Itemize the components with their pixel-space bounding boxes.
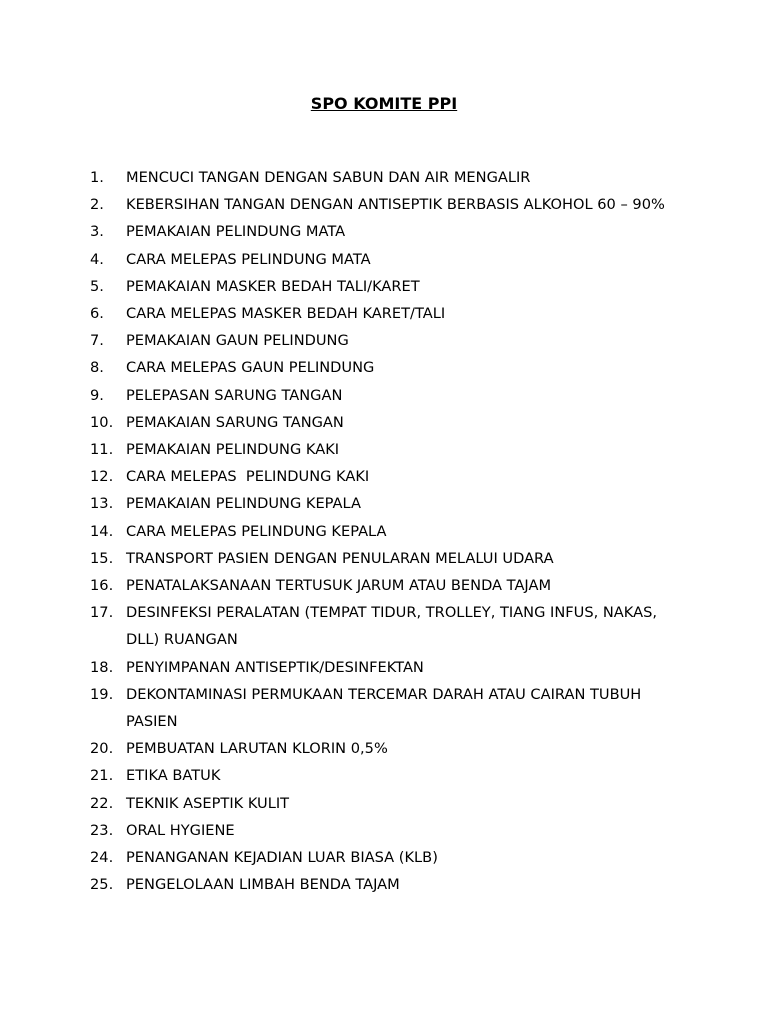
list-item-text: PEMAKAIAN MASKER BEDAH TALI/KARET: [126, 277, 420, 295]
list-item-number: 2.: [90, 196, 104, 214]
list-item-number: 19.: [90, 685, 114, 703]
list-item-number: 16.: [90, 577, 114, 595]
list-item: [90, 790, 680, 817]
list-item: [90, 300, 680, 327]
list-item-text: CARA MELEPAS GAUN PELINDUNG: [126, 359, 375, 377]
list-item-number: 8.: [90, 359, 104, 377]
list-item: [90, 327, 680, 354]
list-item-text: TEKNIK ASEPTIK KULIT: [126, 794, 290, 812]
list-item-number: 1.: [90, 169, 104, 186]
list-item-text: PENATALAKSANAAN TERTUSUK JARUM ATAU BENDA TAJAM: [126, 577, 552, 595]
list-item: [90, 191, 680, 218]
list-item-text: PEMBUATAN LARUTAN KLORIN 0,5%: [126, 740, 388, 758]
list-item-number: 24.: [90, 849, 114, 867]
list-item-number: 4.: [90, 250, 104, 268]
list-item: [90, 518, 680, 545]
list-item: [90, 599, 680, 653]
list-item-number: 25.: [90, 876, 114, 894]
list-item-number: 21.: [90, 767, 114, 785]
list-item: [90, 871, 680, 898]
list-item: [90, 463, 680, 490]
list-item: [90, 572, 680, 599]
list-item-text: PEMAKAIAN GAUN PELINDUNG: [126, 332, 349, 350]
list-item-number: 14.: [90, 522, 114, 540]
list-item-number: 10.: [90, 413, 114, 431]
list-item-number: 9.: [90, 386, 104, 404]
list-item-number: 11.: [90, 441, 114, 459]
list-item: [90, 382, 680, 409]
list-item-number: 7.: [90, 332, 104, 350]
list-item-number: 17.: [90, 604, 114, 622]
list-item-number: 12.: [90, 468, 114, 486]
spo-list: [90, 164, 680, 898]
list-item: [90, 409, 680, 436]
list-item-text: ETIKA BATUK: [126, 767, 221, 785]
list-item-text: CARA MELEPAS PELINDUNG KAKI: [126, 468, 370, 486]
list-item-text: CARA MELEPAS PELINDUNG KEPALA: [126, 522, 387, 540]
list-item: [90, 164, 680, 191]
list-item: [90, 273, 680, 300]
list-item-text: PEMAKAIAN PELINDUNG KEPALA: [126, 495, 361, 513]
list-item: [90, 654, 680, 681]
list-item: [90, 218, 680, 245]
list-item: [90, 246, 680, 273]
list-item-text: PENANGANAN KEJADIAN LUAR BIASA (KLB): [126, 849, 438, 867]
list-item-text: TRANSPORT PASIEN DENGAN PENULARAN MELALUI UDARA: [126, 549, 554, 567]
list-item-text: PEMAKAIAN SARUNG TANGAN: [126, 413, 344, 431]
list-item-number: 15.: [90, 549, 114, 567]
list-item-number: 18.: [90, 658, 114, 676]
list-item: [90, 354, 680, 381]
list-item-number: 5.: [90, 277, 104, 295]
list-item: [90, 844, 680, 871]
list-item-text: CARA MELEPAS MASKER BEDAH KARET/TALI: [126, 305, 446, 323]
list-item: [90, 490, 680, 517]
list-item-text: DESINFEKSI PERALATAN (TEMPAT TIDUR, TROLLEY, TIANG INFUS, NAKAS, DLL) RUANGAN: [126, 604, 662, 649]
list-item: [90, 817, 680, 844]
list-item-text: DEKONTAMINASI PERMUKAAN TERCEMAR DARAH ATAU CAIRAN TUBUH PASIEN: [126, 685, 646, 731]
list-item-number: 23.: [90, 821, 114, 839]
list-item-text: PENGELOLAAN LIMBAH BENDA TAJAM: [126, 876, 400, 894]
list-item: [90, 436, 680, 463]
page-title: SPO KOMITE PPI: [310, 94, 458, 113]
list-item-text: ORAL HYGIENE: [126, 821, 235, 839]
list-item-number: 6.: [90, 305, 104, 323]
list-item-text: KEBERSIHAN TANGAN DENGAN ANTISEPTIK BERBASIS ALKOHOL 60 – 90%: [126, 196, 665, 214]
list-item-text: CARA MELEPAS PELINDUNG MATA: [126, 250, 371, 268]
list-item-text: PELEPASAN SARUNG TANGAN: [126, 386, 343, 404]
list-item-text: PEMAKAIAN PELINDUNG KAKI: [126, 441, 340, 459]
list-item: [90, 681, 680, 735]
list-item-number: 3.: [90, 223, 104, 241]
list-item-number: 13.: [90, 495, 114, 513]
list-item-number: 20.: [90, 740, 114, 758]
list-item-text: PENYIMPANAN ANTISEPTIK/DESINFEKTAN: [126, 658, 424, 676]
list-item: [90, 545, 680, 572]
list-item-number: 22.: [90, 794, 114, 812]
list-item: [90, 735, 680, 762]
list-item-text: MENCUCI TANGAN DENGAN SABUN DAN AIR MENGALIR: [126, 169, 531, 186]
list-item-text: PEMAKAIAN PELINDUNG MATA: [126, 223, 346, 241]
list-item: [90, 762, 680, 789]
